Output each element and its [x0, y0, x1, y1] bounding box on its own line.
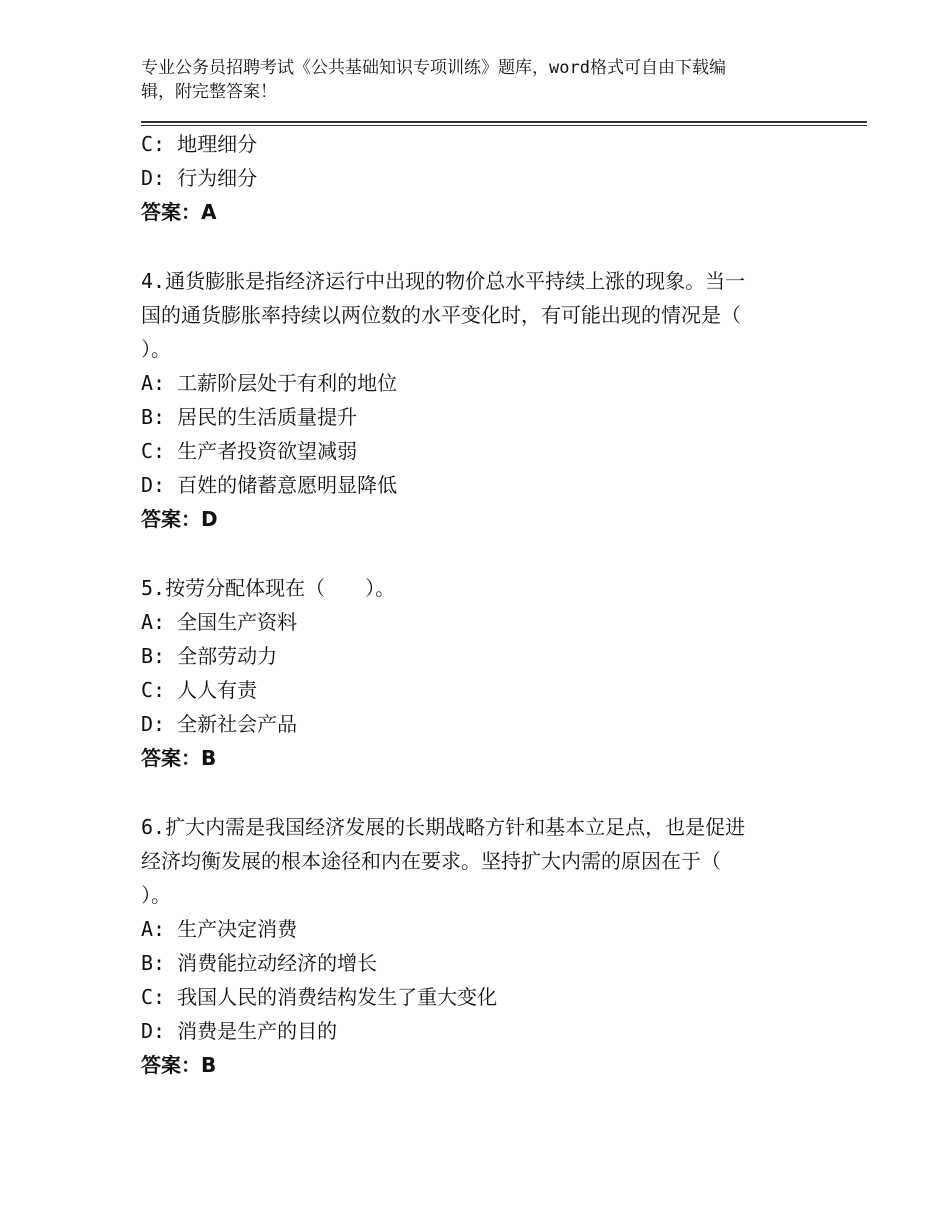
question-stem-line: 经济均衡发展的根本途径和内在要求。坚持扩大内需的原因在于（ — [141, 849, 721, 873]
question-content — [141, 127, 841, 1082]
option-d: D: 行为细分 — [141, 166, 258, 190]
option-c: C: 我国人民的消费结构发生了重大变化 — [141, 985, 498, 1009]
question-6 — [141, 810, 841, 1082]
option-b: B: 消费能拉动经济的增长 — [141, 951, 378, 975]
option-a: A: 生产决定消费 — [141, 917, 298, 941]
question-stem-line: 5.按劳分配体现在（ ）。 — [141, 576, 396, 600]
option-d: D: 消费是生产的目的 — [141, 1019, 338, 1043]
header-divider-thin — [141, 125, 867, 126]
option-c: C: 生产者投资欲望减弱 — [141, 439, 358, 463]
spacer — [141, 536, 841, 571]
spacer — [141, 229, 841, 264]
answer-label: 答案：D — [141, 507, 218, 531]
option-a: A: 工薪阶层处于有利的地位 — [141, 371, 398, 395]
option-d: D: 全新社会产品 — [141, 712, 298, 736]
answer-label: 答案：B — [141, 746, 217, 770]
option-b: B: 全部劳动力 — [141, 644, 278, 668]
question-stem-line: 4.通货膨胀是指经济运行中出现的物价总水平持续上涨的现象。当一 — [141, 269, 746, 293]
question-stem-line: 6.扩大内需是我国经济发展的长期战略方针和基本立足点，也是促进 — [141, 815, 746, 839]
question-5 — [141, 571, 841, 775]
option-a: A: 全国生产资料 — [141, 610, 298, 634]
question-stem-line: 国的通货膨胀率持续以两位数的水平变化时，有可能出现的情况是（ — [141, 303, 741, 327]
question-4 — [141, 264, 841, 536]
header-divider — [141, 121, 867, 123]
question-stem-line: ）。 — [141, 337, 171, 361]
option-b: B: 居民的生活质量提升 — [141, 405, 358, 429]
header-line-2: 辑，附完整答案！ — [141, 82, 277, 102]
question-3-tail — [141, 127, 841, 229]
option-d: D: 百姓的储蓄意愿明显降低 — [141, 473, 398, 497]
spacer — [141, 775, 841, 810]
header-line-1: 专业公务员招聘考试《公共基础知识专项训练》题库，word格式可自由下载编 — [141, 58, 726, 78]
answer-label: 答案：B — [141, 1053, 217, 1077]
option-c: C: 地理细分 — [141, 132, 258, 156]
answer-label: 答案：A — [141, 200, 217, 224]
option-c: C: 人人有责 — [141, 678, 258, 702]
page-header — [141, 56, 791, 104]
question-stem-line: ）。 — [141, 883, 171, 907]
